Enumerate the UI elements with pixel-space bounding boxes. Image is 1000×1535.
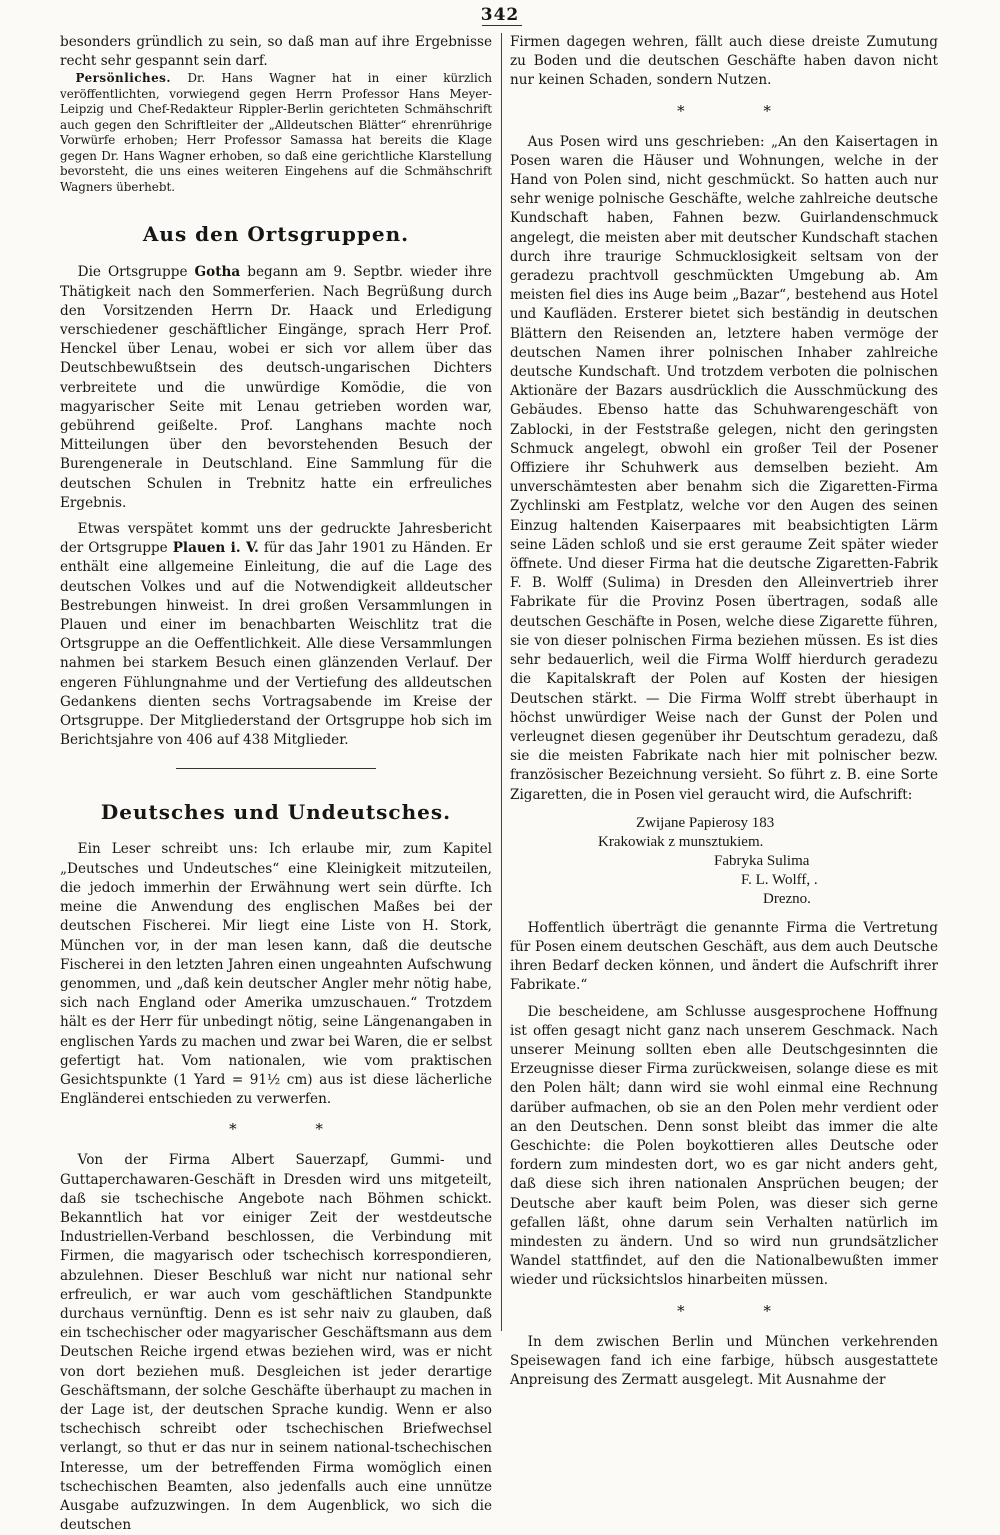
place-name-gotha: Gotha (194, 264, 241, 281)
label-line: Krakowiak z munsztukiem. (598, 833, 764, 850)
personal-notice (60, 71, 492, 195)
plauen-text-after: für das Jahr 1901 zu Händen. Er enthält eine allgemeine Einleitung, die auf die Lage des deutschen Volkes und auf die Notwendigkeit alldeutscher Bestrebungen hinweist. In drei großen Versammlungen in Plauen und einer im benachbarten Weischlitz trat die Ortsgruppe an die Oeffentlichkeit. Alle diese Versammlungen nahmen bei starkem Besuch einen glänzenden Verlauf. Der engeren Fühlungnahme und der Vertiefung des alldeutschen Gedankens dienten sechs Vortragsabende im Kreise der Ortsgruppe. Der Mitgliederstand der Ortsgruppe hob sich im Berichtsjahre von 406 auf 438 Mitglieder. (60, 540, 493, 749)
asterisk-separator: * * (229, 1120, 323, 1139)
paragraph-gap (60, 513, 492, 520)
section-rule (176, 768, 376, 769)
section-heading-deutsches: Deutsches und Undeutsches. (100, 800, 452, 825)
label-line: Drezno. (763, 890, 811, 907)
paragraph-sauerzapf: Von der Firma Albert Sauerzapf, Gummi- und Guttaperchawaren-Geschäft in Dresden wird uns mitgeteilt, daß sie tschechische Angebote nach Böhmen schickt. Bekanntlich hat vor einiger Zeit der westdeutsche Industriellen-Verband beschlossen, die Verbindung mit Firmen, die magyarisch oder tschechisch korrespondieren, abzulehnen. Dieser Beschluß war nicht nur national sehr erfreulich, er war auch vom geschäftlichen Standpunkte durchaus vernünftig. Denn es ist sehr naiv zu glauben, daß ein tschechischer oder magyarischer Geschäftsmann aus dem Deutschen Reiche irgend etwas beziehen wird, was er nicht von dort beziehen muß. Desgleichen ist jeder derartige Geschäftsmann, der solche Geschäfte überhaupt zu machen in der Lage ist, der deutschen Sprache kundig. Wenn er also tschechisch schreibt oder tschechischen Briefwechsel verlangt, so thut er das nur in seinem national-tschechischen Interesse, um der betreffenden Firma womöglich einen tschechischen Beamten, also jedenfalls auch eine unnütze Ausgabe aufzuzwingen. In dem Augenblick, wo sich die deutschen (60, 1152, 492, 1534)
asterisk-separator: * * (677, 101, 771, 120)
right-column (510, 33, 938, 1388)
asterisk-separator: * * (677, 1301, 771, 1320)
paragraph-gap (510, 996, 938, 1003)
paragraph-hope: Hoffentlich überträgt die genannte Firma die Vertretung für Posen einem deutschen Geschäft, aus dem auch Deutsche ihren Bedarf decken können, und ändert die Aufschrift ihrer Fabrikate.“ (510, 919, 938, 994)
page-number: 342 (480, 5, 520, 25)
column-divider (501, 33, 502, 1331)
paragraph-gotha (60, 263, 492, 513)
personal-notice-text: Dr. Hans Wagner hat in einer kürzlich veröffentlichten, vorwiegend gegen Herrn Professor Hans Meyer-Leipzig und Chef-Redakteur Rippler-Berlin gerichteten Schmähschrift auch gegen den Schriftleiter der „Alldeutschen Blätter“ ehrenrührige Vorwürfe erhoben; Herr Professor Samassa hat bereits die Klage gegen Dr. Hans Wagner erhoben, so daß eine gerichtliche Klarstellung bevorsteht, die uns eines weiteren Eingehens auf die Schmähschrift Wagners überhebt. (60, 71, 493, 194)
paragraph-zermatt: In dem zwischen Berlin und München verkehrenden Speisewagen fand ich eine farbige, hübsch ausgestattete Anpreisung des Zermatt ausgelegt. Mit Ausnahme der (510, 1333, 938, 1388)
section-heading-ortsgruppen: Aus den Ortsgruppen. (142, 222, 410, 247)
left-column (60, 33, 493, 1534)
gotha-text-before: Die Ortsgruppe (77, 264, 188, 281)
personal-runin-heading: Persönliches. (75, 71, 172, 86)
label-line: Fabryka Sulima (714, 852, 810, 869)
header-rule (482, 25, 522, 26)
label-line: Zwijane Papierosy 183 (636, 814, 775, 831)
label-line: F. L. Wolff, . (741, 871, 818, 888)
plauen-text-before: Etwas verspätet kommt uns der gedruckte Jahresbericht der Ortsgruppe (60, 521, 492, 557)
cigarette-label-quote (510, 814, 938, 909)
paragraph-continuation: Firmen dagegen wehren, fällt auch diese dreiste Zumutung zu Boden und die deutschen Geschäfte haben davon nicht nur keinen Schaden, sondern Nutzen. (510, 34, 938, 89)
paragraph-modest-hope: Die bescheidene, am Schlusse ausgesprochene Hoffnung ist offen gesagt nicht ganz nach unserem Geschmack. Nach unserer Meinung sollten eben alle Deutschgesinnten die Erzeugnisse dieser Firma zurückweisen, solange diese es mit den Polen hält; dann wird sie wohl einmal eine Rechnung darüber aufmachen, ob sie an den Polen mehr verdient oder an den Deutschen. Denn sonst bleibt das immer die alte Geschichte: die Polen boykottieren alles Deutsche oder fordern zum mindesten dort, wo es gar nicht anders geht, daß diese sich ihren nationalen Ansprüchen beugen; der Deutsche aber kauft beim Polen, was dieser sich gerne gefallen läßt, ohne darum sein Verhalten natürlich im mindesten zu ändern. Und so wird nun grundsätzlicher Wandel stattfindet, auf den die Nationalbewußten immer wieder und rücksichtslos hinarbeiten müssen. (510, 1003, 938, 1289)
paragraph-reader-letter: Ein Leser schreibt uns: Ich erlaube mir, zum Kapitel „Deutsches und Undeutsches“ eine Kleinigkeit mitzuteilen, die jedoch immerhin der Erwähnung wert sein dürfte. Ich meine die Anwendung des englischen Maßes bei der deutschen Fischerei. Mir liegt eine Liste von H. Stork, München vor, in der man lesen kann, daß die deutsche Fischerei in den letzten Jahren einen ungeahnten Aufschwung genommen, und „daß kein deutscher Angler mehr nötig habe, sich nach England oder Amerika umzuschauen.“ Trotzdem hält es der Herr für unbedingt nötig, seine Längenangaben in englischen Yards zu machen und zwar bei Waren, die er selbst gefertigt hat. Vom nationalen, wie vom praktischen Gesichtspunkte (1 Yard = 91½ cm) aus ist diese lächerliche Engländerei entschieden zu verwerfen. (60, 841, 492, 1108)
paragraph-posen: Aus Posen wird uns geschrieben: „An den Kaisertagen in Posen waren die Häuser und Wohnungen, welche in der Hand von Polen sind, nicht geschmückt. So hatten auch nur sehr wenige polnische Geschäfte, welche zahlreiche deutsche Kundschaft haben, Fahnen bezw. Guirlandenschmuck angelegt, die meisten aber mit deutscher Kundschaft stachen durch ihre traurige Schmucklosigkeit seltsam von der geradezu prachtvoll geschmückten Umgebung ab. Am meisten fiel dies ins Auge beim „Bazar“, bestehend aus Hotel und Kaufläden. Ersterer bietet sich beständig in deutschen Blättern den Reisenden an, letztere haben vermöge der deutschen Namen ihrer polnischen Inhaber zahlreiche deutsche Kundschaft. Und trotzdem verboten die polnischen Aktionäre der Bazars ausdrücklich die Ausschmückung des Gebäudes. Ebenso hatte das Schuhwarengeschäft von Zablocki, in der Feststraße gelegen, nicht den geringsten Schmuck angelegt, obwohl ein großer Teil der Posener Offiziere ihr Schuhwerk aus demselben bezieht. Am unverschämtesten aber benahm sich die Zigaretten-Firma Zychlinski am Festplatz, welche vor den Augen des seinen Einzug haltenden Kaiserpaares mit beabsichtigten Lärm seine Läden schloß und sie erst geraume Zeit später wieder öffnete. Und dieser Firma hat die deutsche Zigaretten-Fabrik F. B. Wolff (Sulima) in Dresden den Alleinvertrieb ihrer Fabrikate für die Provinz Posen übertragen, sodaß alle deutschen Geschäfte in Posen, welche diese Zigarette führen, sie von dieser polnischen Firma beziehen müssen. Es ist dies sehr bedauerlich, weil die Firma Wolff hierdurch geradezu die Kapitalskraft der Polen auf Kosten der hiesigen Deutschen stärkt. — Die Firma Wolff strebt überhaupt in höchst unwürdiger Weise nach der Gunst der Polen und verleugnet diesen gegenüber ihr Deutschtum geradezu, daß sie die meisten Fabrikate nach hier mit polnischer bezw. französischer Bezeichnung versieht. So führt z. B. eine Sorte Zigaretten, die in Posen viel geraucht wird, die Aufschrift: (510, 133, 938, 803)
gotha-text-after: begann am 9. Septbr. wieder ihre Thätigkeit nach den Sommerferien. Nach Begrüßung durch den Vorsitzenden Herrn Dr. Haack und Erledigung verschiedener geschäftlicher Eingänge, sprach Herr Prof. Henckel über Lenau, wobei er sich vor allem über das Deutschbewußtsein des deutsch-ungarischen Dichters verbreitete und die unwürdige Komödie, die von magyarischer Seite mit Lenau getrieben worden war, gebührend geißelte. Prof. Langhans machte noch Mitteilungen über den bevorstehenden Besuch der Burengenerale in Deutschland. Eine Sammlung für die deutschen Schulen in Trebnitz hatte ein erfreuliches Ergebnis. (60, 264, 492, 511)
place-name-plauen: Plauen i. V. (172, 540, 259, 557)
paragraph-plauen (60, 520, 492, 750)
intro-paragraph: besonders gründlich zu sein, so daß man auf ihre Ergebnisse recht sehr gespannt sein darf. (60, 34, 492, 70)
